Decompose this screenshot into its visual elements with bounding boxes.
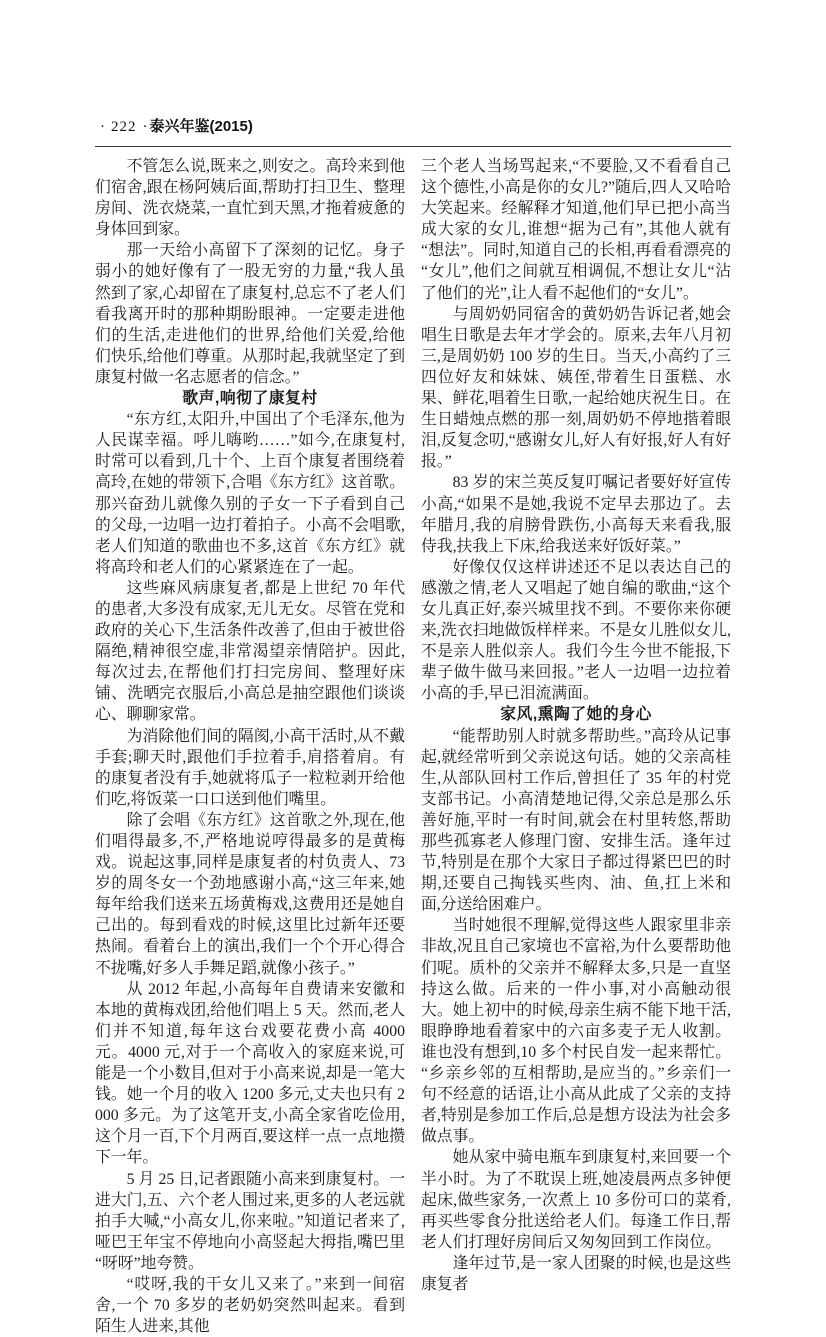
paragraph-continued: 三个老人当场骂起来,“不要脸,又不看看自己这个德性,小高是你的女儿?”随后,四人又哈哈大笑起来。经解释才知道,他们早已把小高当成大家的女儿,谁想“据为己有”,其他人就有“想法”。同时,知道自己的长相,再看看漂亮的“女儿”,他们之间就互相调侃,不想让女儿“沾了他们的光”,让人看不起他们的“女儿”。	[421, 158, 731, 302]
paragraph: 从 2012 年起,小高每年自费请来安徽和本地的黄梅戏团,给他们唱上 5 天。然而,老人们并不知道,每年这台戏要花费小高 4000 元。4000 元,对于一个高收入的家庭来说,可能是一个小数目,但对于小高来说,却是一笔大钱。她一个月的收入 1200 多元,丈夫也只有 2000 多元。为了这笔开支,小高全家省吃俭用,这个月一百,下个月两百,要这样一点一点地攒下一年。	[95, 980, 405, 1167]
section-heading-song: 歌声,响彻了康复村	[182, 390, 318, 408]
paragraph: “能帮助别人时就多帮助些。”高玲从记事起,就经常听到父亲说这句话。她的父亲高桂生,从部队回村工作后,曾担任了 35 年的村党支部书记。小高清楚地记得,父亲总是那么乐善好施,平时一有时间,就会在村里转悠,帮助那些孤寡老人修理门窗、安排生活。逢年过节,特别是在那个大家日子都过得紧巴巴的时期,还要自己掏钱买些肉、油、鱼,扛上米和面,分送给困难户。	[421, 727, 731, 914]
section-heading-family: 家风,熏陶了她的身心	[500, 706, 652, 724]
paragraph: “东方红,太阳升,中国出了个毛泽东,他为人民谋幸福。呼儿嗨哟……”如今,在康复村,时常可以看到,几十个、上百个康复者围绕着高玲,在她的带领下,合唱《东方红》这首歌。那兴奋劲儿就像久别的子女一下子看到自己的父母,一边唱一边打着拍子。小高不会唱歌,老人们知道的歌曲也不多,这首《东方红》就将高玲和老人们的心紧紧连在了一起。	[95, 411, 405, 576]
running-header	[95, 118, 731, 136]
paragraph: 除了会唱《东方红》这首歌之外,现在,他们唱得最多,不,严格地说哼得最多的是黄梅戏。说起这事,同样是康复者的村负责人、73 岁的周冬女一个劲地感谢小高,“这三年来,她每年给我们送来五场黄梅戏,这费用还是她自己出的。每到看戏的时候,这里比过新年还要热闹。看着台上的演出,我们一个个开心得合不拢嘴,好多人手舞足蹈,就像小孩子。”	[95, 811, 405, 977]
right-column	[421, 156, 731, 1337]
two-column-text	[95, 156, 731, 1337]
paragraph: 不管怎么说,既来之,则安之。高玲来到他们宿舍,跟在杨阿姨后面,帮助打扫卫生、整理房间、洗衣烧菜,一直忙到天黑,才拖着疲惫的身体回到家。	[95, 158, 405, 239]
header-dot-left: ·	[100, 119, 105, 135]
paragraph: 好像仅仅这样讲述还不足以表达自己的感激之情,老人又唱起了她自编的歌曲,“这个女儿真正好,泰兴城里找不到。不要你来你硬来,洗衣扫地做饭样样来。不是女儿胜似女儿,不是亲人胜似亲人。我们今生今世不能报,下辈子做牛做马来回报。”老人一边唱一边拉着小高的手,早已泪流满面。	[421, 558, 731, 703]
paragraph: “哎呀,我的干女儿又来了。”来到一间宿舍,一个 70 多岁的老奶奶突然叫起来。看到陌生人进来,其他	[95, 1275, 405, 1336]
header-divider	[95, 146, 731, 147]
book-title: 泰兴年鉴(2015)	[149, 118, 253, 135]
paragraph: 逢年过节,是一家人团聚的时候,也是这些康复者	[421, 1254, 731, 1293]
paragraph: 那一天给小高留下了深刻的记忆。身子弱小的她好像有了一股无穷的力量,“我人虽然到了家,心却留在了康复村,总忘不了老人们看我离开时的那种期盼眼神。一定要走进他们的生活,走进他们的世界,给他们关爱,给他们快乐,给他们尊重。从那时起,我就坚定了到康复村做一名志愿者的信念。”	[95, 242, 405, 386]
paragraph: 当时她很不理解,觉得这些人跟家里非亲非故,况且自己家境也不富裕,为什么要帮助他们呢。质朴的父亲并不解释太多,只是一直坚持这么做。后来的一件小事,对小高触动很大。她上初中的时候,母亲生病不能下地干活,眼睁睁地看着家中的六亩多麦子无人收割。谁也没有想到,10 多个村民自发一起来帮忙。“乡亲乡邻的互相帮助,是应当的。”乡亲们一句不经意的话语,让小高从此成了父亲的支持者,特别是参加工作后,总是想方设法为社会多做点事。	[421, 917, 731, 1146]
paragraph: 她从家中骑电瓶车到康复村,来回要一个半小时。为了不耽误上班,她凌晨两点多钟便起床,做些家务,一次煮上 10 多份可口的菜肴,再买些零食分批送给老人们。每逢工作日,帮老人们打理好房间后又匆匆回到工作岗位。	[421, 1149, 731, 1251]
paragraph: 这些麻风病康复者,都是上世纪 70 年代的患者,大多没有成家,无儿无女。尽管在党和政府的关心下,生活条件改善了,但由于被世俗隔绝,精神很空虚,非常渴望亲情陪护。因此,每次过去,在帮他们打扫完房间、整理好床铺、洗晒完衣服后,小高总是抽空跟他们谈谈心、聊聊家常。	[95, 579, 405, 724]
left-column	[95, 156, 405, 1337]
paragraph: 为消除他们间的隔阂,小高干活时,从不戴手套;聊天时,跟他们手拉着手,肩搭着肩。有的康复者没有手,她就将瓜子一粒粒剥开给他们吃,将饭菜一口口送到他们嘴里。	[95, 727, 405, 808]
paragraph: 83 岁的宋兰英反复叮嘱记者要好好宣传小高,“如果不是她,我说不定早去那边了。去年腊月,我的肩膀骨跌伤,小高每天来看我,服侍我,扶我上下床,给我送来好饭好菜。”	[421, 474, 731, 555]
page-number: 222	[111, 119, 137, 135]
paragraph: 与周奶奶同宿舍的黄奶奶告诉记者,她会唱生日歌是去年才学会的。原来,去年八月初三,是周奶奶 100 岁的生日。当天,小高约了三四位好友和妹妹、姨侄,带着生日蛋糕、水果、鲜花,唱着生日歌,一起给她庆祝生日。在生日蜡烛点燃的那一刻,周奶奶不停地揩着眼泪,反复念叨,“感谢女儿,好人有好报,好人有好报。”	[421, 305, 731, 471]
paragraph: 5 月 25 日,记者跟随小高来到康复村。一进大门,五、六个老人围过来,更多的人老远就拍手大喊,“小高女儿,你来啦。”知道记者来了,哑巴王年宝不停地向小高竖起大拇指,嘴巴里“呀呀”地夸赞。	[95, 1170, 405, 1272]
header-dot-right: ·	[142, 119, 148, 135]
